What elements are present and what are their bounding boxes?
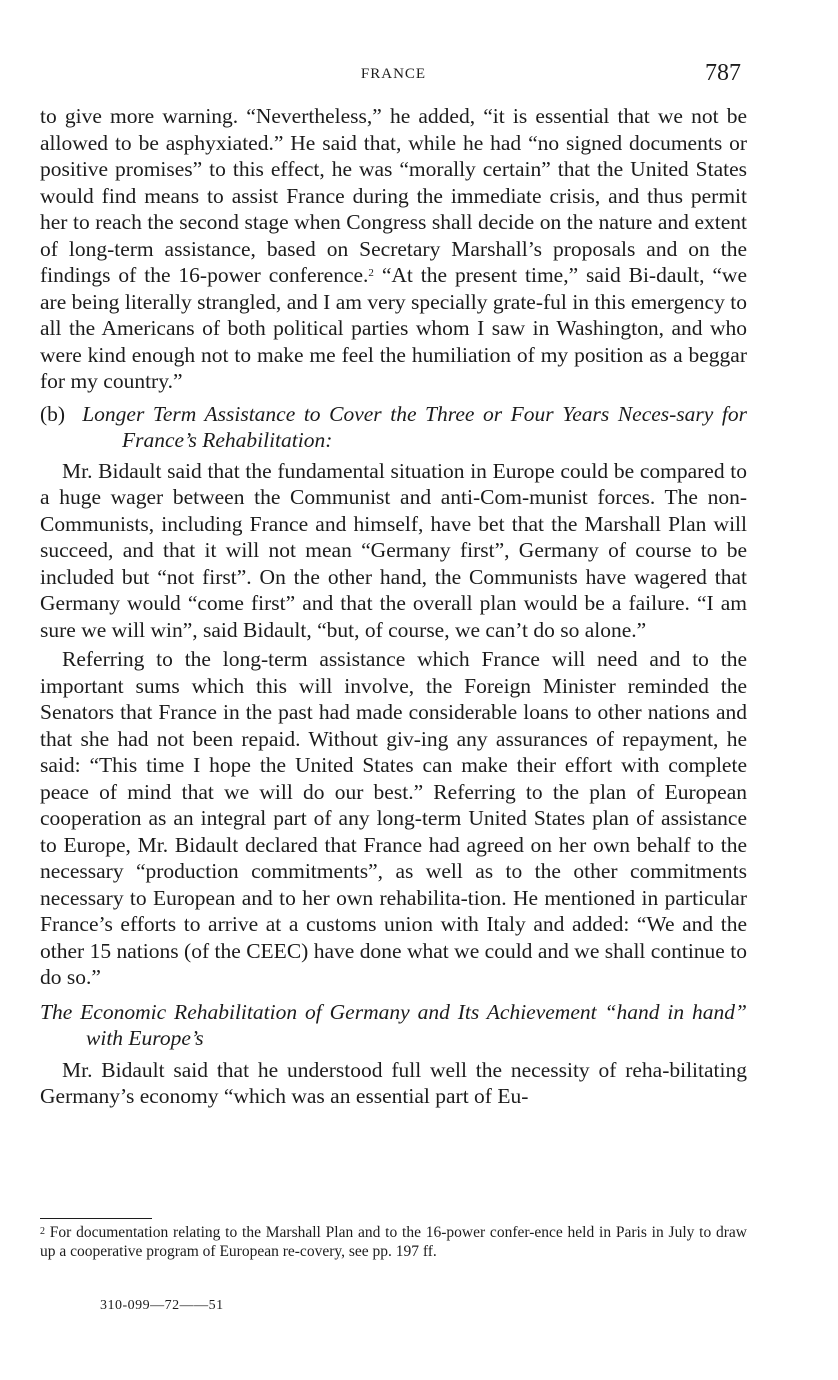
printer-imprint: 310-099—72——51 [100, 1298, 224, 1313]
body-text [40, 103, 747, 1110]
paragraph-4: Mr. Bidault said that he understood full well the necessity of reha-bilitating Germany’s economy “which was an essential part of Eu- [40, 1057, 747, 1108]
running-head: FRANCE [360, 66, 427, 82]
paragraph-1-continued: “At the present time,” said Bi-dault, “we are being literally strangled, and I am very specially grate-ful in this emergency to all the Americans of both political parties whom I saw in Washington, and who were kind enough not to make me feel the humiliation of my position as a beggar for my country.” [40, 263, 747, 393]
subheading-b [40, 401, 747, 454]
footnote [40, 1224, 747, 1261]
paragraph-3: Referring to the long-term assistance which France will need and to the important sums which this will involve, the Foreign Minister reminded the Senators that France in the past had made considerable loans to other nations and that she had not been repaid. Without giv-ing any assurances of repayment, he said: “This time I hope the United States can make their effort with complete peace of mind that we will do our best.” Referring to the plan of European cooperation as an integral part of any long-term United States plan of assistance to Europe, Mr. Bidault declared that France had agreed on her own behalf to the necessary “production commitments”, as well as to the other commitments necessary to European and to her own rehabilita-tion. He mentioned in particular France’s efforts to arrive at a customs union with Italy and added: “We and the other 15 nations (of the CEEC) have done what we could and we shall continue to do so.” [40, 647, 747, 989]
section-heading-text: The Economic Rehabilitation of Germany and Its Achievement [40, 999, 605, 1024]
footnote-rule [40, 1218, 152, 1219]
section-heading-quote: “hand in hand” with Europe’s [86, 999, 747, 1050]
paragraph-2: Mr. Bidault said that the fundamental situation in Europe could be compared to a huge wager between the Communist and anti-Com-munist forces. The non-Communists, including France and himself, have bet that the Marshall Plan will succeed, and that it will not mean “Germany first”, Germany of course to be included but “not first”. On the other hand, the Communists have wagered that Germany would “come first” and that the overall plan would be a failure. “I am sure we will win”, said Bidault, “but, of course, we can’t do so alone.” [40, 458, 747, 642]
footnote-marker: 2 [40, 1226, 45, 1237]
paragraph-1-text: to give more warning. “Nevertheless,” he added, “it is essential that we not be allowed to be asphyxiated.” He said that, while he had “no signed documents or positive promises” to this effect, he was “morally certain” that the United States would find means to assist France during the immediate crisis, and thus permit her to reach the second stage when Congress shall decide on the nature and extent of long-term assistance, based on Secretary Marshall’s proposals and on the findings of the 16-power conference. [40, 104, 747, 287]
subheading-marker: (b) [40, 401, 66, 426]
footnote-reference: 2 [368, 267, 374, 279]
subheading-text: Longer Term Assistance to Cover the Three or Four Years Neces-sary for France’s Rehabilitation: [82, 401, 747, 452]
footnote-text: For documentation relating to the Marshall Plan and to the 16-power confer-ence held in Paris in July to draw up a cooperative program of European re-covery, see pp. 197 ff. [40, 1224, 747, 1260]
section-heading [40, 999, 747, 1052]
page-header [40, 60, 747, 90]
paragraph-1 [40, 103, 747, 395]
page-number: 787 [705, 60, 741, 86]
